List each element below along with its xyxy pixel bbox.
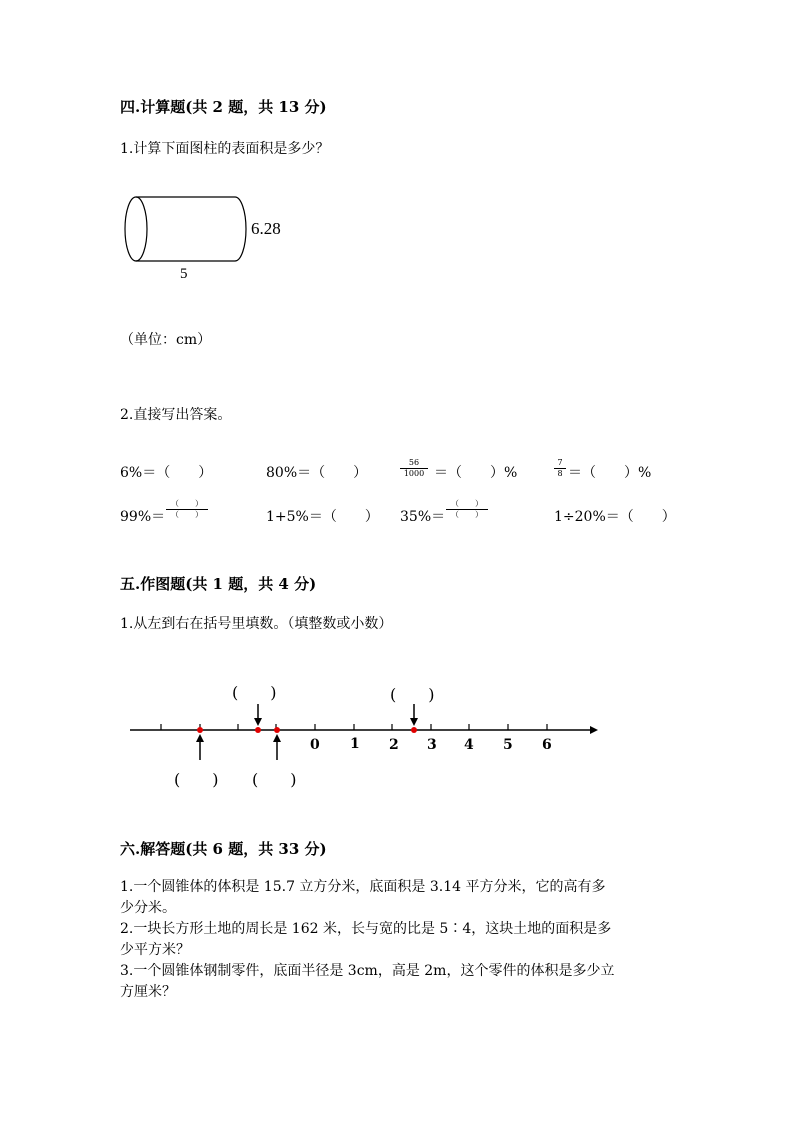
- blank-numerator: （ ）: [171, 499, 203, 508]
- arrow-up-head: [273, 734, 281, 742]
- section6-q3-line1: 3.一个圆锥体钢制零件，底面半径是 3cm，高是 2m，这个零件的体积是多少立: [120, 963, 615, 979]
- tick-label-3: 3: [427, 737, 437, 753]
- point-marker: [255, 727, 261, 733]
- blank-denominator: （ ）: [171, 510, 203, 519]
- point-marker: [274, 727, 280, 733]
- tick-label-6: 6: [542, 737, 552, 753]
- blank-paren-top-1: ( ): [232, 683, 277, 702]
- arrow-down-head: [410, 718, 418, 726]
- tick-label-4: 4: [464, 737, 474, 753]
- blank-paren-bottom-1: ( ): [174, 770, 219, 789]
- answer-6pct: 6%＝（ ）: [120, 465, 213, 481]
- number-line: [120, 690, 610, 770]
- number-line-ticks: [161, 724, 547, 730]
- point-marker: [197, 727, 203, 733]
- cylinder-right-arc: [235, 197, 246, 261]
- answer-1div20pct: 1÷20%＝（ ）: [554, 509, 676, 525]
- blank-paren-top-2: ( ): [390, 685, 435, 704]
- tick-label-5: 5: [503, 737, 513, 753]
- blank-numerator: （ ）: [451, 499, 483, 508]
- answer-7-8: ＝（ ）%: [568, 465, 652, 481]
- tick-label-1: 1: [350, 736, 360, 752]
- answer-56-1000: ＝（ ）%: [434, 465, 518, 481]
- cylinder-length-label: 5: [180, 266, 188, 282]
- section6-title: 六.解答题(共 6 题，共 33 分): [120, 840, 327, 858]
- section4-title: 四.计算题(共 2 题，共 13 分): [120, 98, 327, 116]
- section6-q1-line2: 少分米。: [120, 900, 176, 916]
- tick-label-2: 2: [389, 737, 399, 753]
- section6-q1-line1: 1.一个圆锥体的体积是 15.7 立方分米，底面积是 3.14 平方分米，它的高有多: [120, 879, 606, 895]
- fraction-numerator: 56: [408, 458, 420, 467]
- answer-35pct: 35%＝: [400, 509, 446, 525]
- cylinder-height-label: 6.28: [251, 219, 281, 238]
- number-line-arrowhead: [590, 726, 598, 734]
- answer-1plus5pct: 1+5%＝（ ）: [266, 509, 379, 525]
- blank-denominator: （ ）: [451, 510, 483, 519]
- answer-80pct: 80%＝（ ）: [266, 465, 368, 481]
- fraction-numerator: 7: [557, 458, 563, 467]
- cylinder-left-ellipse: [125, 197, 147, 261]
- fraction-denominator: 8: [557, 469, 563, 478]
- fraction-56-1000: [400, 458, 428, 479]
- blank-paren-bottom-2: ( ): [252, 770, 297, 789]
- blank-fraction-35pct: [446, 499, 488, 520]
- fraction-7-8: [554, 458, 566, 479]
- arrow-up-head: [196, 734, 204, 742]
- section6-q2-line2: 少平方米？: [120, 942, 190, 958]
- answer-99pct: 99%＝: [120, 509, 166, 525]
- section5-q1-text: 1.从左到右在括号里填数。（填整数或小数）: [120, 616, 393, 632]
- point-marker: [411, 727, 417, 733]
- section4-q2-text: 2.直接写出答案。: [120, 407, 232, 423]
- arrow-down-head: [254, 718, 262, 726]
- unit-note: （单位：cm）: [120, 332, 212, 348]
- section6-q2-line1: 2.一块长方形土地的周长是 162 米，长与宽的比是 5∶4，这块土地的面积是多: [120, 921, 612, 937]
- section4-q1-text: 1.计算下面图柱的表面积是多少？: [120, 141, 330, 157]
- section5-title: 五.作图题(共 1 题，共 4 分): [120, 575, 317, 593]
- section6-q3-line2: 方厘米？: [120, 984, 176, 1000]
- blank-fraction-99pct: [166, 499, 208, 520]
- tick-label-0: 0: [310, 737, 320, 753]
- fraction-denominator: 1000: [403, 469, 425, 478]
